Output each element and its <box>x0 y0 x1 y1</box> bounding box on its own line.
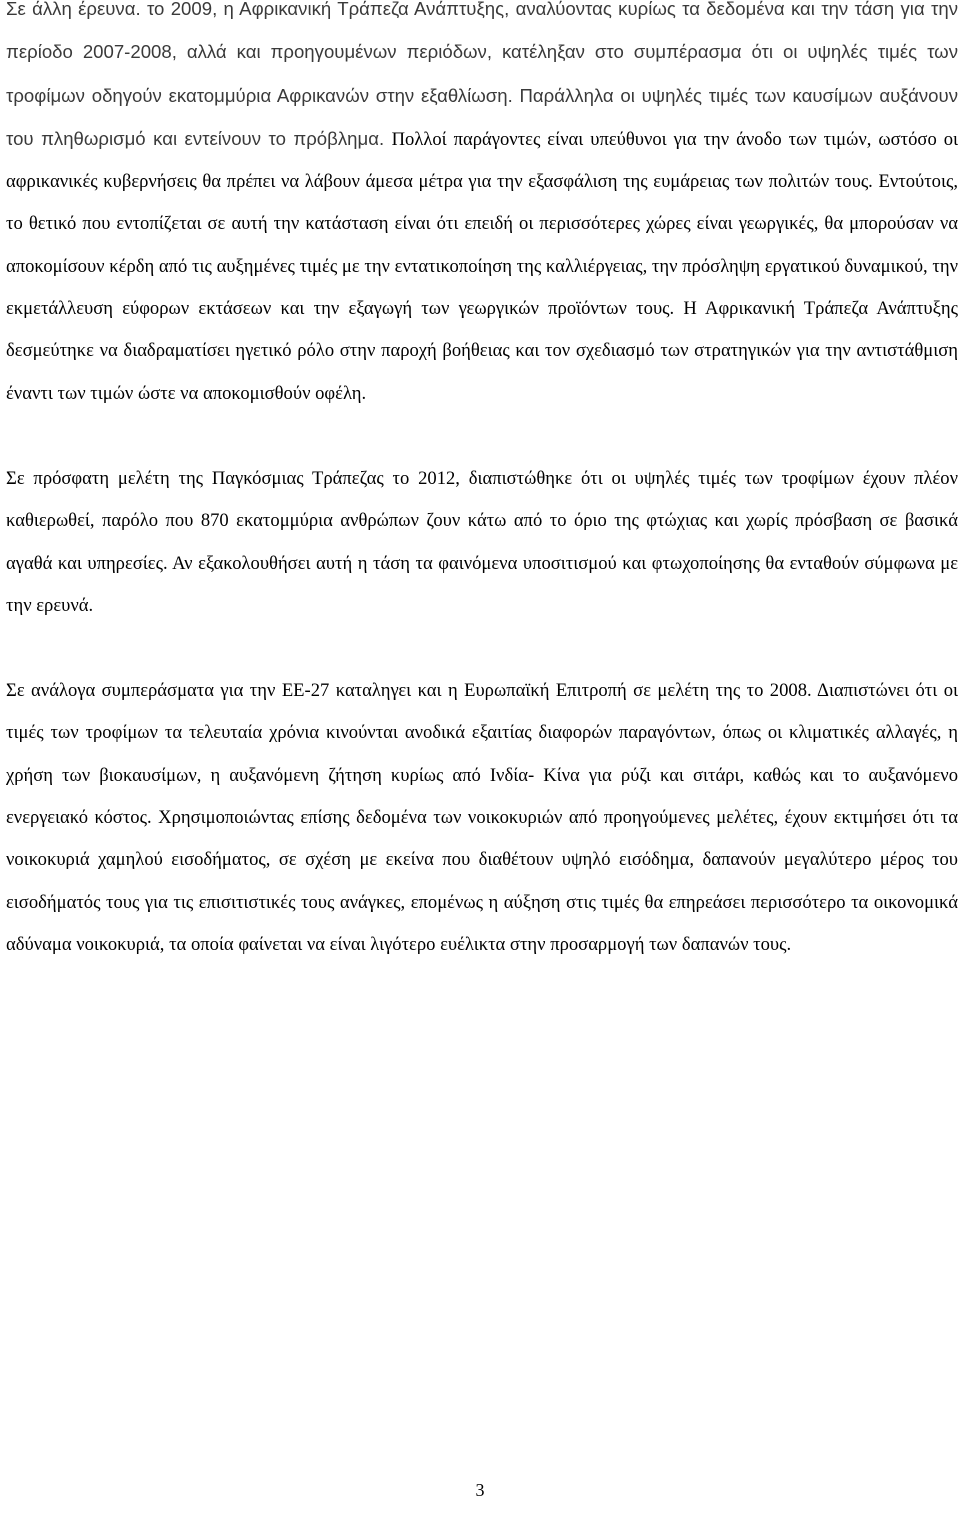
paragraph-segment-serif: Πολλοί παράγοντες είναι υπεύθυνοι για την άνοδο των τιμών, ωστόσο οι αφρικανικές κυβερνήσεις θα πρέπει να λάβουν άμεσα μέτρα για την εξασφάλιση της ευμάρειας των πολιτών τους. Εντούτοις, το θετικό που εντοπίζεται σε αυτή την κατάσταση είναι ότι επειδή οι περισσότερες χώρες είναι γεωργικές, θα μπορούσαν να αποκομίσουν κέρδη από τις αυξημένες τιμές με την εντατικοποίηση της καλλιέργειας, την πρόσληψη εργατικού δυναμικού, την εκμετάλλευση εύφορων εκτάσεων και την εξαγωγή των γεωργικών προϊόντων τους. Η Αφρικανική Τράπεζα Ανάπτυξης δεσμεύτηκε να διαδραματίσει ηγετικό ρόλο στην παροχή βοήθειας και τον σχεδιασμό των στρατηγικών για την αντιστάθμιση έναντι των τιμών ώστε να αποκομισθούν οφέλη. <box>6 128 959 404</box>
paragraph-segment-sans: Σε άλλη έρευνα. το 2009, η Αφρικανική Τράπεζα Ανάπτυξης, αναλύοντας κυρίως τα δεδομένα και την τάση για την περίοδο 2007-2008, αλλά και προηγουμένων περιόδων, κατέληξαν στο συμπέρασμα ότι οι υψηλές τιμές των τροφίμων οδηγούν εκατομμύρια Αφρικανών στην εξαθλίωση. Παράλληλα οι υψηλές τιμές των καυσίμων αυξάνουν του πληθωρισμό και εντείνουν το πρόβλημα. <box>6 0 958 149</box>
paragraph-spacer <box>6 627 958 670</box>
paragraph-spacer <box>6 415 958 458</box>
paragraph-european-commission <box>6 670 958 966</box>
body-text <box>6 0 958 966</box>
paragraph-segment-serif: Σε πρόσφατη μελέτη της Παγκόσμιας Τράπεζας το 2012, διαπιστώθηκε ότι οι υψηλές τιμές των τροφίμων έχουν πλέον καθιερωθεί, παρόλο που 870 εκατομμύρια ανθρώπων ζουν κάτω από το όριο της φτώχιας και χωρίς πρόσβαση σε βασικά αγαθά και υπηρεσίες. Αν εξακολουθήσει αυτή η τάση τα φαινόμενα υποσιτισμού και φτωχοποίησης θα ενταθούν σύμφωνα με την ερευνά. <box>6 467 958 616</box>
paragraph-african-bank <box>6 0 958 415</box>
paragraph-world-bank <box>6 458 958 627</box>
page-number: 3 <box>475 1480 485 1500</box>
paragraph-segment-serif: Σε ανάλογα συμπεράσματα για την ΕΕ-27 καταληγει και η Ευρωπαϊκή Επιτροπή σε μελέτη της το 2008. Διαπιστώνει ότι οι τιμές των τροφίμων τα τελευταία χρόνια κινούνται ανοδικά εξαιτίας διαφορών παραγόντων, όπως οι κλιματικές αλλαγές, η χρήση των βιοκαυσίμων, η αυξανόμενη ζήτηση κυρίως από Ινδία- Κίνα για ρύζι και σιτάρι, καθώς και το αυξανόμενο ενεργειακό κόστος. Χρησιμοποιώντας επίσης δεδομένα των νοικοκυριών από προηγούμενες μελέτες, έχουν εκτιμήσει ότι τα νοικοκυριά χαμηλού εισοδήματος, σε σχέση με εκείνα που διαθέτουν υψηλό εισόδημα, δαπανούν μεγαλύτερο μέρος του εισοδήματός τους για τις επισιτιστικές τους ανάγκες, επομένως η αύξηση στις τιμές θα επηρεάσει περισσότερο τα οικονομικά αδύναμα νοικοκυριά, τα οποία φαίνεται να είναι λιγότερο ευέλικτα στην προσαρμογή των δαπανών τους. <box>6 680 958 955</box>
